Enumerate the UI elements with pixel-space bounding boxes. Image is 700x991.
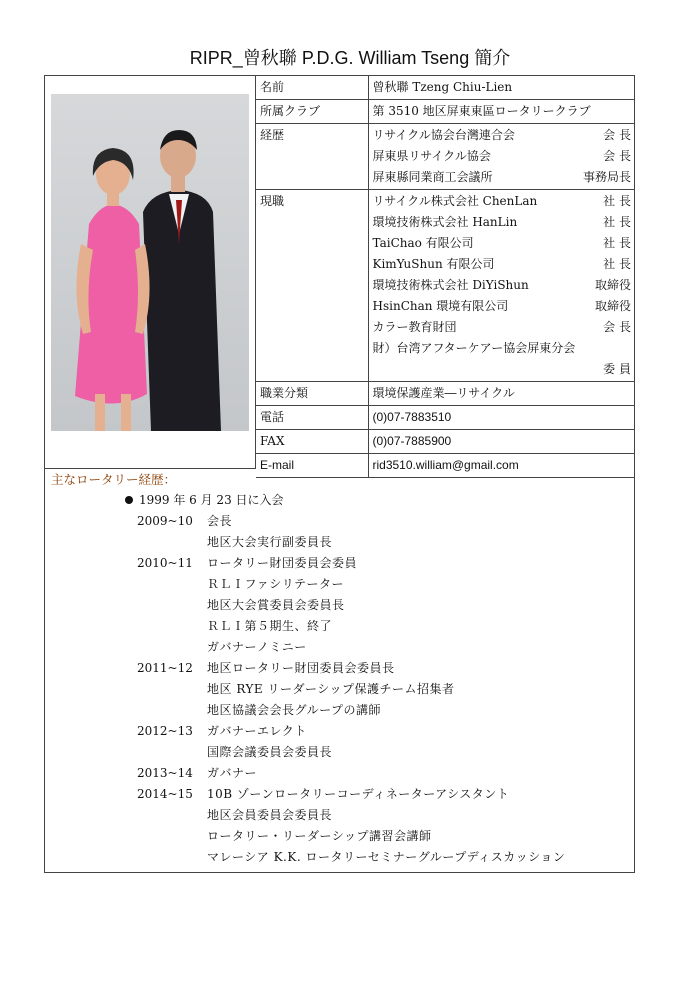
history-year (137, 637, 207, 658)
current-item (373, 233, 632, 254)
history-item: 地区ロータリー財団委員会委員長 (207, 661, 395, 675)
current-org: TaiChao 有限公司 (372, 236, 474, 250)
history-item: ロータリー・リーダーシップ講習会講師 (207, 829, 432, 843)
profile-table (256, 76, 635, 478)
current-title: 社 長 (603, 236, 631, 250)
history-entry (137, 847, 565, 868)
career-label: 経歴 (256, 124, 368, 190)
current-org: HsinChan 環境有限公司 (372, 299, 509, 313)
current-title: 社 長 (603, 257, 631, 271)
history-year: 2012~13 (137, 724, 193, 738)
history-entry (137, 511, 565, 532)
club-label: 所属クラブ (256, 100, 368, 124)
current-org: KimYuShun 有限公司 (372, 257, 495, 271)
career-list (368, 124, 635, 190)
photo-cell (45, 76, 256, 469)
history-entry (137, 679, 565, 700)
current-item (373, 254, 632, 275)
history-item: 国際会議委員会委員長 (207, 745, 333, 759)
history-entry (137, 553, 565, 574)
career-item (373, 146, 632, 167)
email-label: E-mail (256, 454, 368, 478)
fax-label: FAX (256, 430, 368, 454)
current-org: リサイクル株式会社 ChenLan (372, 194, 538, 208)
current-title: 社 長 (603, 215, 631, 229)
history-item: 地区大会実行副委員長 (207, 535, 333, 549)
current-item (373, 317, 632, 338)
current-item (373, 191, 632, 212)
history-item: 地区協議会会長グループの講師 (207, 703, 382, 717)
current-item (373, 338, 632, 359)
career-item (373, 125, 632, 146)
history-item: 地区会員委員会委員長 (207, 808, 333, 822)
history-list (137, 511, 565, 868)
career-title: 事務局長 (582, 170, 631, 184)
history-year: 2013~14 (137, 766, 193, 780)
history-item: ガバナーエレクト (207, 724, 307, 738)
portrait-photo (51, 94, 249, 431)
current-title: 社 長 (603, 194, 631, 208)
phone-label: 電話 (256, 406, 368, 430)
current-org: 環境技術株式会社 HanLin (372, 215, 518, 229)
history-year: 2011~12 (137, 661, 193, 675)
history-year (137, 847, 207, 868)
profile-frame (44, 75, 635, 873)
current-item (373, 212, 632, 233)
history-entry (137, 763, 565, 784)
current-title: 取締役 (594, 299, 631, 313)
history-year (137, 595, 207, 616)
history-item: ガバナー (207, 766, 258, 780)
history-year: 2009~10 (137, 514, 193, 528)
history-entry (137, 826, 565, 847)
history-entry (137, 658, 565, 679)
current-item (373, 296, 632, 317)
history-entry (137, 637, 565, 658)
history-item: ロータリー財団委員会委員 (207, 556, 358, 570)
current-list (368, 190, 635, 382)
history-year (137, 616, 207, 637)
career-title: 会 長 (603, 149, 631, 163)
history-year: 2014~15 (137, 787, 193, 801)
club-value: 第 3510 地区屏東東區ロータリークラブ (368, 100, 635, 124)
history-year (137, 742, 207, 763)
current-item (373, 275, 632, 296)
history-year (137, 805, 207, 826)
career-title: 会 長 (603, 128, 631, 142)
phone-row (256, 406, 635, 430)
history-entry (137, 805, 565, 826)
joined-text: 1999 年 6 月 23 日に入会 (139, 493, 284, 507)
history-item: ＲＬＩファシリテーター (207, 577, 345, 591)
history-year (137, 532, 207, 553)
history-year (137, 574, 207, 595)
fax-value: (0)07-7885900 (368, 430, 635, 454)
current-row (256, 190, 635, 382)
industry-label: 職業分類 (256, 382, 368, 406)
page-title: RIPR_曾秋聯 P.D.G. William Tseng 簡介 (189, 48, 511, 68)
history-entry (137, 700, 565, 721)
bullet-icon (125, 496, 133, 504)
current-title: 委 員 (603, 362, 631, 376)
career-org: 屏東縣同業商工会議所 (372, 170, 493, 184)
history-entry (137, 595, 565, 616)
history-entry (137, 721, 565, 742)
history-heading: 主なロータリー経歴： (51, 472, 177, 487)
name-row (256, 76, 635, 100)
club-row (256, 100, 635, 124)
career-row (256, 124, 635, 190)
name-label: 名前 (256, 76, 368, 100)
phone-value: (0)07-7883510 (368, 406, 635, 430)
history-entry (137, 784, 565, 805)
history-entry (137, 574, 565, 595)
current-org: 環境技術株式会社 DiYiShun (372, 278, 529, 292)
history-item: 地区大会賞委員会委員長 (207, 598, 345, 612)
history-item: マレーシア K.K. ロータリーセミナーグループディスカッション (207, 850, 566, 864)
current-label: 現職 (256, 190, 368, 382)
history-item: 会長 (207, 514, 233, 528)
career-item (373, 167, 632, 188)
history-entry (137, 532, 565, 553)
email-value[interactable]: rid3510.william@gmail.com (368, 454, 635, 478)
history-year (137, 679, 207, 700)
career-org: リサイクル協会台灣連合会 (372, 128, 515, 142)
fax-row (256, 430, 635, 454)
history-entry (137, 616, 565, 637)
industry-value: 環境保護産業―リサイクル (368, 382, 635, 406)
history-year (137, 700, 207, 721)
history-item: ＲＬＩ第５期生、終了 (207, 619, 333, 633)
history-item: 10B ゾーンロータリーコーディネーターアシスタント (207, 787, 510, 801)
history-year: 2010~11 (137, 556, 193, 570)
history-item: ガバナーノミニー (207, 640, 307, 654)
portrait-illustration (51, 94, 249, 431)
history-item: 地区 RYE リーダーシップ保護チーム招集者 (207, 682, 455, 696)
current-org: カラー教育財団 (372, 320, 457, 334)
history-year (137, 826, 207, 847)
joined-line (125, 490, 284, 511)
industry-row (256, 382, 635, 406)
email-row (256, 454, 635, 478)
history-entry (137, 742, 565, 763)
name-value: 曾秋聯 Tzeng Chiu-Lien (368, 76, 635, 100)
current-item (373, 359, 632, 380)
current-title: 取締役 (594, 278, 631, 292)
current-org: 財）台湾アフターケアー協会屏東分会 (372, 341, 576, 355)
career-org: 屏東県リサイクル協会 (372, 149, 491, 163)
current-title: 会 長 (603, 320, 631, 334)
